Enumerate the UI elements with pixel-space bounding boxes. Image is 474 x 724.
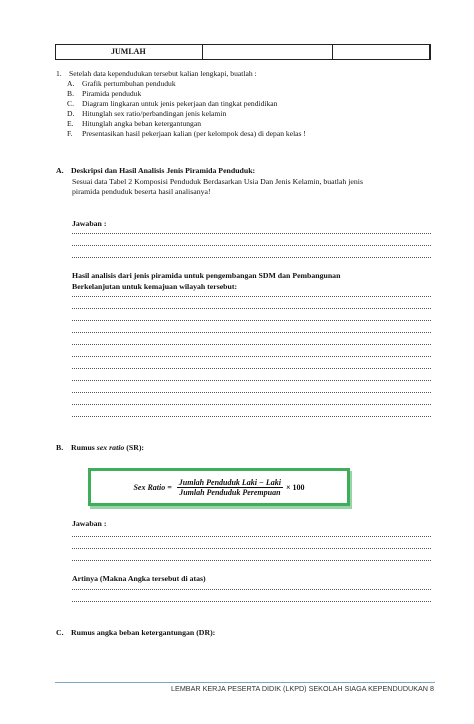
table-cell (203, 45, 332, 59)
answer-line[interactable] (72, 589, 431, 590)
answer-line[interactable] (72, 332, 431, 333)
table-total-label: JUMLAH (56, 45, 203, 59)
table-cell (333, 45, 430, 59)
answer-line[interactable] (72, 368, 431, 369)
answer-line[interactable] (72, 257, 431, 258)
answer-line[interactable] (72, 416, 431, 417)
answer-line[interactable] (72, 320, 431, 321)
section-a-heading: A. Deskripsi dan Hasil Analisis Jenis Piramida Penduduk: (56, 166, 256, 175)
section-a-answer-label: Jawaban : (72, 219, 107, 228)
answer-line[interactable] (72, 245, 431, 246)
analysis-heading-2: Berkelanjutan untuk kemajuan wilayah tersebut: (72, 282, 238, 291)
answer-line[interactable] (72, 356, 431, 357)
section-c-heading: C. Rumus angka beban ketergantungan (DR): (56, 628, 216, 637)
instruction-items (67, 79, 306, 140)
answer-line[interactable] (72, 296, 431, 297)
answer-line[interactable] (72, 404, 431, 405)
analysis-heading-1: Hasil analisis dari jenis piramida untuk pengembangan SDM dan Pembangunan (72, 271, 341, 280)
answer-line[interactable] (72, 308, 431, 309)
instruction-number: 1. (56, 69, 62, 78)
formula-denominator: Jumlah Penduduk Perempuan (179, 487, 281, 497)
formula-equals: = (167, 482, 172, 492)
answer-line[interactable] (72, 392, 431, 393)
answer-line[interactable] (72, 601, 431, 602)
section-a-desc-2: piramida penduduk beserta hasil analisanya! (72, 187, 211, 196)
section-a-desc-1: Sesuai data Tabel 2 Komposisi Penduduk Berdasarkan Usia Dan Jenis Kelamin, buatlah jenis (72, 177, 363, 186)
section-b-heading: B. Rumus sex ratio (SR): (56, 443, 145, 452)
answer-line[interactable] (72, 380, 431, 381)
answer-line[interactable] (72, 536, 431, 537)
list-item: A. Grafik pertumbuhan penduduk (67, 79, 176, 88)
section-b-meaning-label: Artinya (Makna Angka tersebut di atas) (72, 574, 206, 583)
formula-fraction (177, 478, 283, 497)
list-item: F. Presentasikan hasil pekerjaan kalian (per kelompok desa) di depan kelas ! (67, 129, 306, 139)
list-item: C. Diagram lingkaran untuk jenis pekerjaan dan tingkat pendidikan (67, 99, 278, 109)
sex-ratio-formula (88, 468, 350, 506)
answer-line[interactable] (72, 548, 431, 549)
formula-multiplier: × 100 (285, 482, 305, 492)
instructions-list (56, 69, 257, 79)
list-item: E. Hitunglah angka beban ketergantungan (67, 119, 202, 129)
answer-line[interactable] (72, 560, 431, 561)
list-item: D. Hitunglah sex ratio/perbandingan jenis kelamin (67, 109, 227, 119)
page-footer: LEMBAR KERJA PESERTA DIDIK (LKPD) SEKOLAH SIAGA KEPENDUDUKAN 8 (171, 684, 434, 693)
section-b-answer-label: Jawaban : (72, 519, 107, 528)
summary-table (55, 44, 431, 60)
formula-numerator: Jumlah Penduduk Laki − Laki (178, 477, 281, 487)
instruction-intro: Setelah data kependudukan tersebut kalian lengkapi, buatlah : (69, 69, 257, 78)
footer-divider (55, 682, 435, 683)
formula-lhs: Sex Ratio (133, 482, 166, 492)
answer-line[interactable] (72, 233, 431, 234)
list-item: B. Piramida penduduk (67, 89, 142, 99)
answer-line[interactable] (72, 344, 431, 345)
